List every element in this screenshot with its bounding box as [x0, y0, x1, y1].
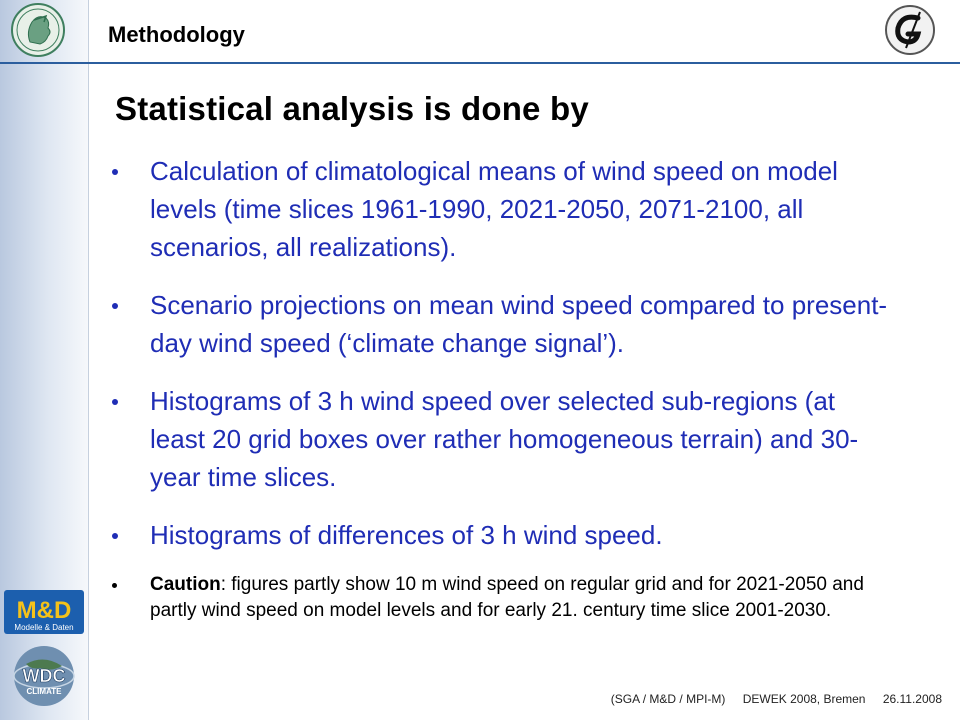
bullet-item [110, 152, 890, 266]
bullet-text: Histograms of 3 h wind speed over selected sub-regions (at least 20 grid boxes over rather homogeneous terrain) and 30-year time slices. [150, 386, 859, 492]
bullet-dot-icon [112, 533, 118, 539]
bullet-dot-icon [112, 169, 118, 175]
bullet-text: Scenario projections on mean wind speed compared to present-day wind speed (‘climate change signal’). [150, 290, 888, 358]
slide-heading: Statistical analysis is done by [115, 90, 589, 127]
bullet-dot-icon [112, 583, 117, 588]
wdc-logo-subtext: CLIMATE [26, 687, 62, 696]
footer-credit: (SGA / M&D / MPI-M) [610, 692, 726, 706]
sidebar-divider [88, 0, 89, 720]
bullet-text: Histograms of differences of 3 h wind speed. [150, 520, 663, 550]
md-logo-subtext: Modelle & Daten [14, 623, 74, 632]
bullet-list [110, 152, 890, 624]
caution-text: : figures partly show 10 m wind speed on regular grid and for 2021-2050 and partly wind speed on model levels and for early 21. century time slice 2001-2030. [150, 574, 864, 621]
minerva-logo-icon [10, 2, 66, 58]
bullet-item [110, 516, 890, 554]
bullet-item [110, 382, 890, 496]
bullet-dot-icon [112, 303, 118, 309]
section-title: Methodology [108, 22, 245, 47]
footer-event: DEWEK 2008, Bremen [742, 692, 866, 706]
bullet-item [110, 286, 890, 362]
footer [597, 692, 942, 706]
caution-label: Caution [150, 574, 221, 595]
wdc-climate-logo-icon [4, 644, 84, 708]
bullet-text: Calculation of climatological means of wind speed on model levels (time slices 1961-1990, 2021-2050, 2071-2100, all scenarios, all realizations). [150, 156, 838, 262]
footer-date: 26.11.2008 [882, 692, 942, 706]
header-divider [0, 62, 960, 64]
caution-bullet [110, 572, 890, 624]
wdc-logo-text: WDC [22, 666, 66, 686]
institute-logo-icon [884, 4, 936, 56]
md-logo-icon [4, 590, 84, 634]
md-logo-text: M&D [16, 597, 72, 624]
bullet-dot-icon [112, 399, 118, 405]
